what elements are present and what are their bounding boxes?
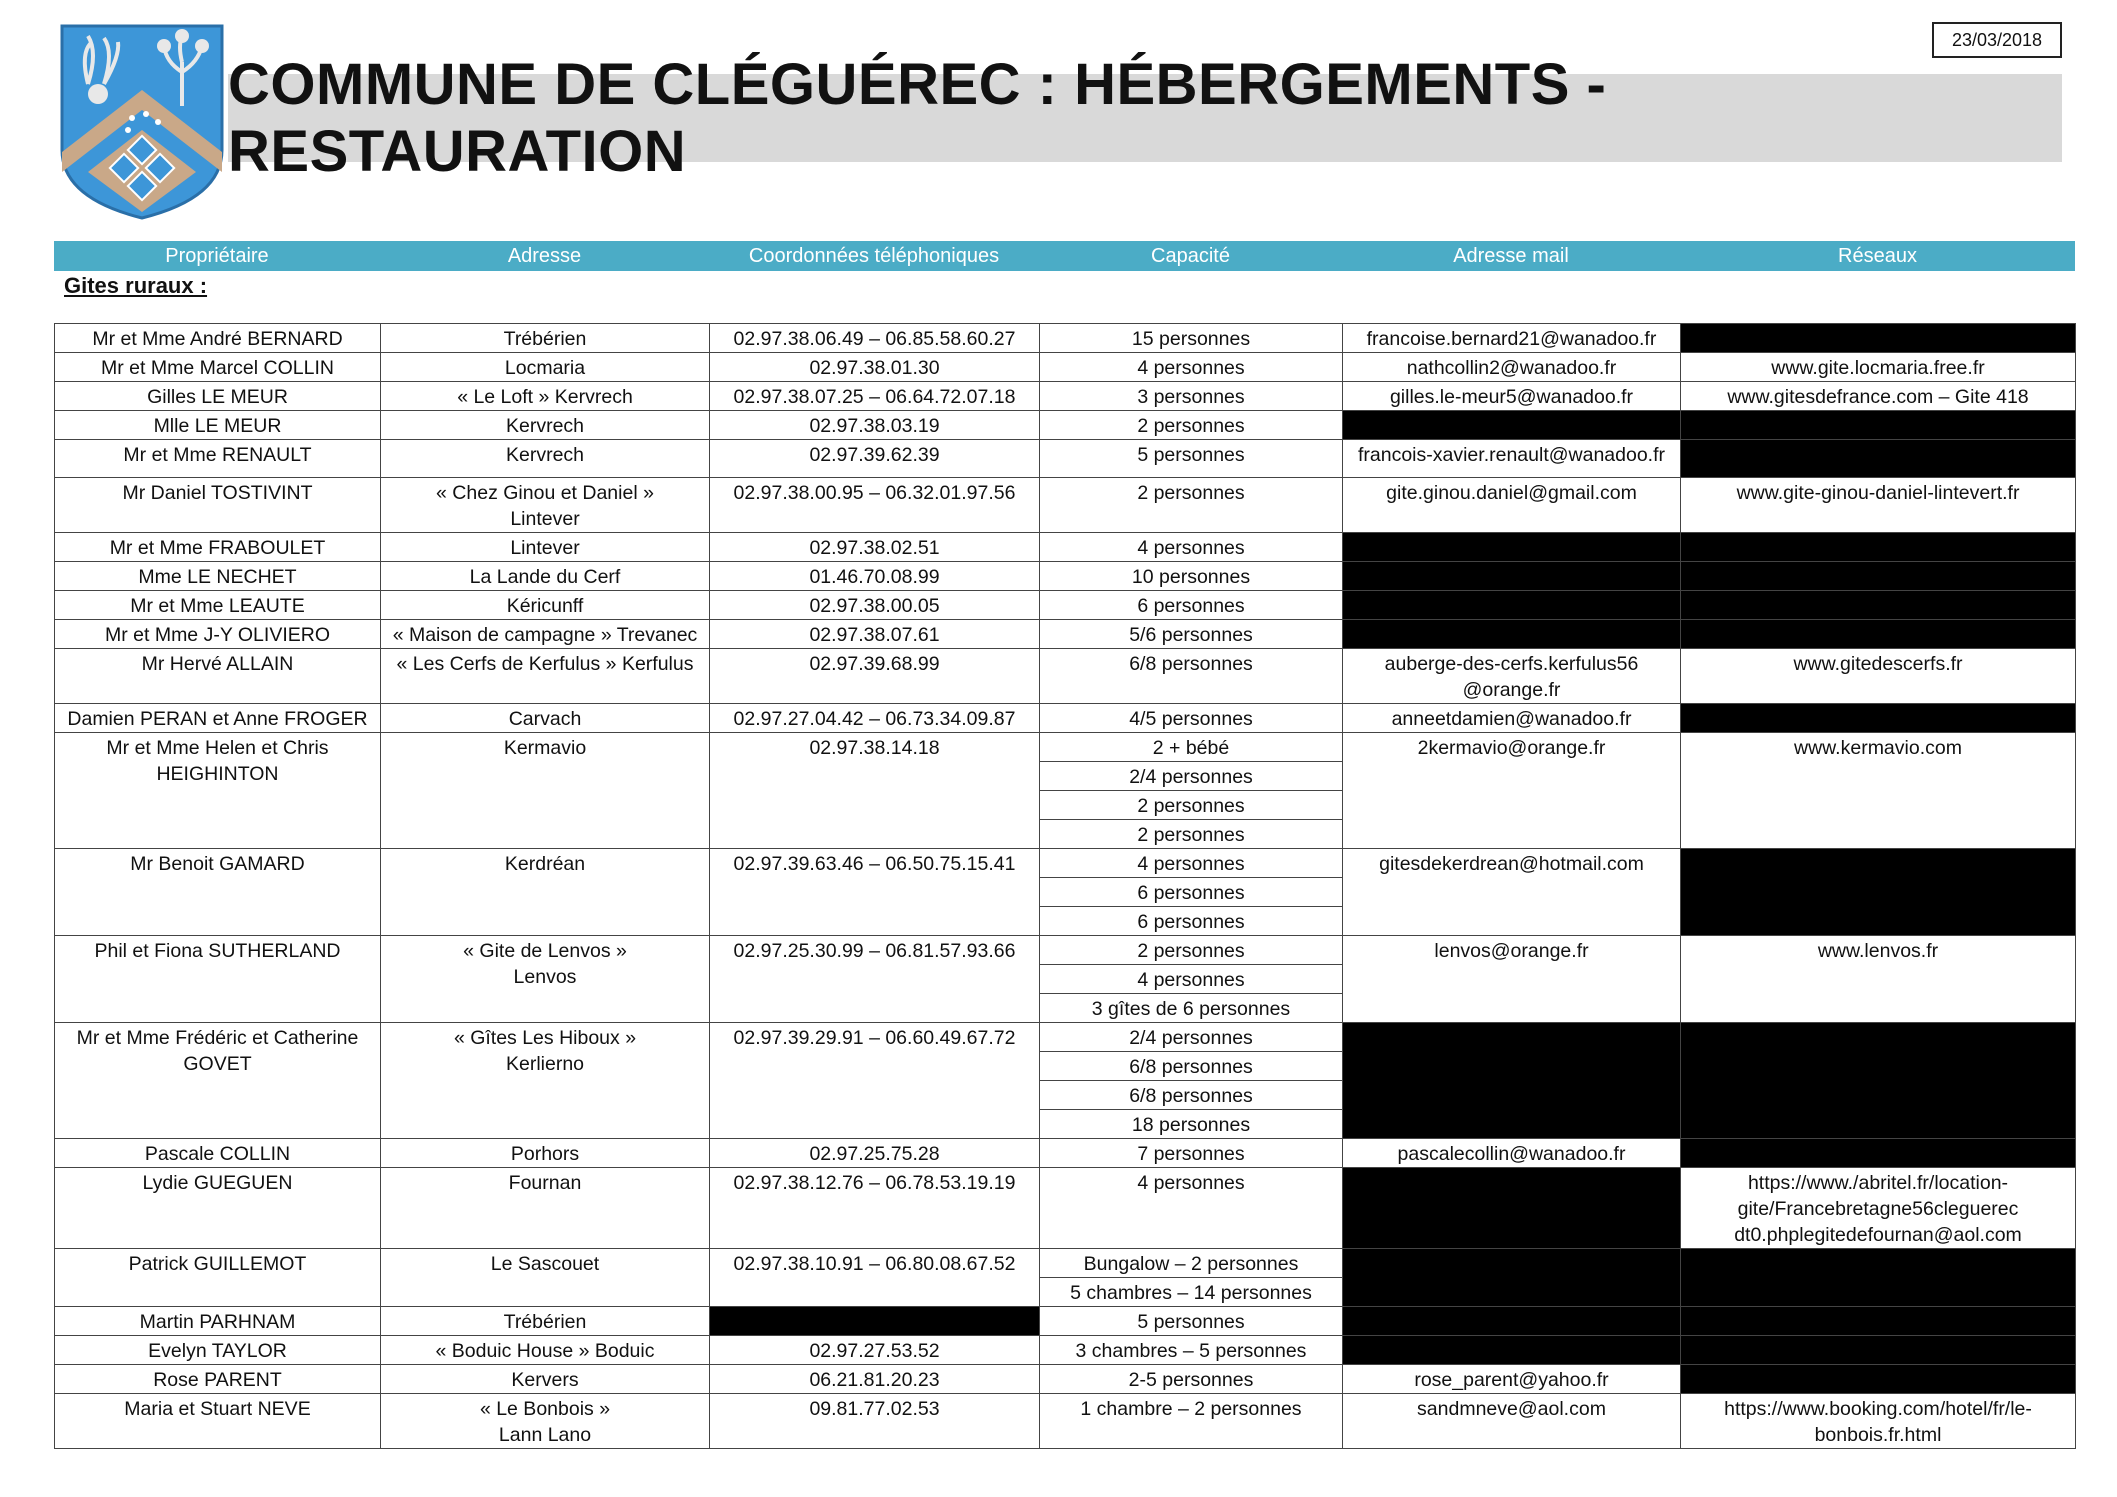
address-cell: Porhors bbox=[381, 1139, 710, 1168]
capacity-cell: 3 gîtes de 6 personnes bbox=[1040, 994, 1343, 1023]
column-header-email: Adresse mail bbox=[1453, 244, 1569, 267]
column-header-capacity: Capacité bbox=[1151, 244, 1230, 267]
address-cell: « Gîtes Les Hiboux » Kerlierno bbox=[381, 1023, 710, 1139]
email-cell[interactable]: auberge-des-cerfs.kerfulus56 @orange.fr bbox=[1343, 649, 1681, 704]
table-row bbox=[55, 1336, 2076, 1365]
website-cell[interactable]: www.gite.locmaria.free.fr bbox=[1681, 353, 2076, 382]
owner-cell: Maria et Stuart NEVE bbox=[55, 1394, 381, 1449]
table-row bbox=[55, 1394, 2076, 1449]
website-cell bbox=[1681, 440, 2076, 478]
address-cell: Carvach bbox=[381, 704, 710, 733]
phone-cell: 09.81.77.02.53 bbox=[710, 1394, 1040, 1449]
phone-cell: 02.97.38.12.76 – 06.78.53.19.19 bbox=[710, 1168, 1040, 1249]
table-row bbox=[55, 1365, 2076, 1394]
phone-cell: 02.97.25.30.99 – 06.81.57.93.66 bbox=[710, 936, 1040, 1023]
phone-cell: 02.97.39.29.91 – 06.60.49.67.72 bbox=[710, 1023, 1040, 1139]
owner-cell: Mr et Mme Marcel COLLIN bbox=[55, 353, 381, 382]
address-cell: Trébérien bbox=[381, 1307, 710, 1336]
phone-cell: 06.21.81.20.23 bbox=[710, 1365, 1040, 1394]
table-row bbox=[55, 382, 2076, 411]
email-cell bbox=[1343, 1168, 1681, 1249]
table-row bbox=[55, 649, 2076, 704]
address-cell: « Gite de Lenvos » Lenvos bbox=[381, 936, 710, 1023]
capacity-cell: 4 personnes bbox=[1040, 965, 1343, 994]
phone-cell: 02.97.39.63.46 – 06.50.75.15.41 bbox=[710, 849, 1040, 936]
capacity-cell: 4 personnes bbox=[1040, 353, 1343, 382]
email-cell bbox=[1343, 411, 1681, 440]
email-cell bbox=[1343, 562, 1681, 591]
capacity-cell: 2 personnes bbox=[1040, 791, 1343, 820]
email-cell[interactable]: 2kermavio@orange.fr bbox=[1343, 733, 1681, 849]
column-header-phone: Coordonnées téléphoniques bbox=[748, 244, 1000, 267]
table-row bbox=[55, 533, 2076, 562]
table-row bbox=[55, 849, 2076, 878]
phone-cell: 02.97.38.03.19 bbox=[710, 411, 1040, 440]
address-cell: Le Sascouet bbox=[381, 1249, 710, 1307]
title-band bbox=[228, 52, 2062, 184]
website-cell bbox=[1681, 591, 2076, 620]
coat-of-arms-icon bbox=[58, 22, 226, 220]
phone-cell: 02.97.39.62.39 bbox=[710, 440, 1040, 478]
website-cell[interactable]: www.lenvos.fr bbox=[1681, 936, 2076, 1023]
phone-cell: 02.97.38.06.49 – 06.85.58.60.27 bbox=[710, 324, 1040, 353]
website-cell[interactable]: www.gitedescerfs.fr bbox=[1681, 649, 2076, 704]
website-cell bbox=[1681, 411, 2076, 440]
table-row bbox=[55, 1307, 2076, 1336]
website-cell[interactable]: https://www.booking.com/hotel/fr/le- bonbois.fr.html bbox=[1681, 1394, 2076, 1449]
email-cell[interactable]: gilles.le-meur5@wanadoo.fr bbox=[1343, 382, 1681, 411]
capacity-cell: 2 + bébé bbox=[1040, 733, 1343, 762]
owner-cell: Mlle LE MEUR bbox=[55, 411, 381, 440]
email-cell bbox=[1343, 591, 1681, 620]
capacity-cell: 18 personnes bbox=[1040, 1110, 1343, 1139]
email-cell bbox=[1343, 1249, 1681, 1307]
phone-cell: 02.97.25.75.28 bbox=[710, 1139, 1040, 1168]
owner-cell: Mr et Mme J-Y OLIVIERO bbox=[55, 620, 381, 649]
column-header-address: Adresse bbox=[507, 244, 582, 267]
address-cell: Trébérien bbox=[381, 324, 710, 353]
capacity-cell: 6/8 personnes bbox=[1040, 1081, 1343, 1110]
address-cell: Kervrech bbox=[381, 411, 710, 440]
capacity-cell: 2 personnes bbox=[1040, 820, 1343, 849]
capacity-cell: 4 personnes bbox=[1040, 849, 1343, 878]
table-row bbox=[55, 1023, 2076, 1052]
phone-cell: 02.97.27.53.52 bbox=[710, 1336, 1040, 1365]
owner-cell: Mr Benoit GAMARD bbox=[55, 849, 381, 936]
email-cell[interactable]: gitesdekerdrean@hotmail.com bbox=[1343, 849, 1681, 936]
table-row bbox=[55, 1168, 2076, 1249]
owner-cell: Mr et Mme LEAUTE bbox=[55, 591, 381, 620]
email-cell[interactable]: gite.ginou.daniel@gmail.com bbox=[1343, 478, 1681, 533]
email-cell[interactable]: pascalecollin@wanadoo.fr bbox=[1343, 1139, 1681, 1168]
address-cell: « Boduic House » Boduic bbox=[381, 1336, 710, 1365]
owner-cell: Mr Daniel TOSTIVINT bbox=[55, 478, 381, 533]
address-cell: Kerdréan bbox=[381, 849, 710, 936]
email-cell[interactable]: francoise.bernard21@wanadoo.fr bbox=[1343, 324, 1681, 353]
website-cell bbox=[1681, 1365, 2076, 1394]
table-row bbox=[55, 733, 2076, 762]
accommodation-table bbox=[54, 323, 2076, 1449]
capacity-cell: 2 personnes bbox=[1040, 936, 1343, 965]
table-row bbox=[55, 353, 2076, 382]
table-row bbox=[55, 591, 2076, 620]
column-header-bar bbox=[54, 241, 2075, 271]
owner-cell: Gilles LE MEUR bbox=[55, 382, 381, 411]
website-cell bbox=[1681, 324, 2076, 353]
address-cell: « Maison de campagne » Trevanec bbox=[381, 620, 710, 649]
email-cell[interactable]: sandmneve@aol.com bbox=[1343, 1394, 1681, 1449]
owner-cell: Lydie GUEGUEN bbox=[55, 1168, 381, 1249]
capacity-cell: 2/4 personnes bbox=[1040, 1023, 1343, 1052]
table-row bbox=[55, 324, 2076, 353]
capacity-cell: 4/5 personnes bbox=[1040, 704, 1343, 733]
website-cell[interactable]: www.gitesdefrance.com – Gite 418 bbox=[1681, 382, 2076, 411]
phone-cell bbox=[710, 1307, 1040, 1336]
document-date: 23/03/2018 bbox=[1932, 22, 2062, 58]
address-cell: Fournan bbox=[381, 1168, 710, 1249]
capacity-cell: 10 personnes bbox=[1040, 562, 1343, 591]
website-cell[interactable]: www.kermavio.com bbox=[1681, 733, 2076, 849]
phone-cell: 02.97.38.14.18 bbox=[710, 733, 1040, 849]
email-cell bbox=[1343, 533, 1681, 562]
capacity-cell: 6 personnes bbox=[1040, 878, 1343, 907]
table-row bbox=[55, 620, 2076, 649]
owner-cell: Mr et Mme RENAULT bbox=[55, 440, 381, 478]
owner-cell: Mme LE NECHET bbox=[55, 562, 381, 591]
phone-cell: 02.97.27.04.42 – 06.73.34.09.87 bbox=[710, 704, 1040, 733]
website-cell bbox=[1681, 1307, 2076, 1336]
address-cell: Kermavio bbox=[381, 733, 710, 849]
website-cell bbox=[1681, 1139, 2076, 1168]
owner-cell: Evelyn TAYLOR bbox=[55, 1336, 381, 1365]
website-cell bbox=[1681, 1023, 2076, 1139]
phone-cell: 02.97.38.10.91 – 06.80.08.67.52 bbox=[710, 1249, 1040, 1307]
owner-cell: Phil et Fiona SUTHERLAND bbox=[55, 936, 381, 1023]
capacity-cell: 5 chambres – 14 personnes bbox=[1040, 1278, 1343, 1307]
address-cell: Kervers bbox=[381, 1365, 710, 1394]
website-cell bbox=[1681, 562, 2076, 591]
phone-cell: 02.97.38.00.95 – 06.32.01.97.56 bbox=[710, 478, 1040, 533]
table-row bbox=[55, 704, 2076, 733]
email-cell bbox=[1343, 1336, 1681, 1365]
owner-cell: Mr Hervé ALLAIN bbox=[55, 649, 381, 704]
email-cell bbox=[1343, 620, 1681, 649]
website-cell bbox=[1681, 533, 2076, 562]
owner-cell: Rose PARENT bbox=[55, 1365, 381, 1394]
owner-cell: Mr et Mme Frédéric et Catherine GOVET bbox=[55, 1023, 381, 1139]
capacity-cell: 2 personnes bbox=[1040, 411, 1343, 440]
website-cell bbox=[1681, 849, 2076, 936]
column-header-owner: Propriétaire bbox=[165, 244, 269, 267]
table-row bbox=[55, 562, 2076, 591]
capacity-cell: 4 personnes bbox=[1040, 1168, 1343, 1249]
email-cell[interactable]: nathcollin2@wanadoo.fr bbox=[1343, 353, 1681, 382]
capacity-cell: 6 personnes bbox=[1040, 907, 1343, 936]
address-cell: Kervrech bbox=[381, 440, 710, 478]
phone-cell: 02.97.38.07.61 bbox=[710, 620, 1040, 649]
website-cell bbox=[1681, 1249, 2076, 1307]
owner-cell: Patrick GUILLEMOT bbox=[55, 1249, 381, 1307]
address-cell: Kéricunff bbox=[381, 591, 710, 620]
owner-cell: Mr et Mme Helen et Chris HEIGHINTON bbox=[55, 733, 381, 849]
owner-cell: Pascale COLLIN bbox=[55, 1139, 381, 1168]
capacity-cell: 15 personnes bbox=[1040, 324, 1343, 353]
section-title: Gites ruraux : bbox=[64, 273, 208, 298]
phone-cell: 02.97.38.02.51 bbox=[710, 533, 1040, 562]
email-cell bbox=[1343, 1023, 1681, 1139]
table-row bbox=[55, 1249, 2076, 1278]
website-cell bbox=[1681, 620, 2076, 649]
website-cell[interactable]: https://www./abritel.fr/location- gite/Francebretagne56cleguerec dt0.phplegitedefournan@aol.com bbox=[1681, 1168, 2076, 1249]
address-cell: « Le Loft » Kervrech bbox=[381, 382, 710, 411]
website-cell[interactable]: www.gite-ginou-daniel-lintevert.fr bbox=[1681, 478, 2076, 533]
owner-cell: Martin PARHNAM bbox=[55, 1307, 381, 1336]
capacity-cell: 6 personnes bbox=[1040, 591, 1343, 620]
capacity-cell: 7 personnes bbox=[1040, 1139, 1343, 1168]
phone-cell: 02.97.38.00.05 bbox=[710, 591, 1040, 620]
capacity-cell: 2/4 personnes bbox=[1040, 762, 1343, 791]
address-cell: Locmaria bbox=[381, 353, 710, 382]
email-cell bbox=[1343, 1307, 1681, 1336]
address-cell: « Les Cerfs de Kerfulus » Kerfulus bbox=[381, 649, 710, 704]
email-cell[interactable]: francois-xavier.renault@wanadoo.fr bbox=[1343, 440, 1681, 478]
address-cell: Lintever bbox=[381, 533, 710, 562]
table-row bbox=[55, 411, 2076, 440]
email-cell[interactable]: anneetdamien@wanadoo.fr bbox=[1343, 704, 1681, 733]
table-row bbox=[55, 478, 2076, 533]
owner-cell: Mr et Mme FRABOULET bbox=[55, 533, 381, 562]
phone-cell: 02.97.39.68.99 bbox=[710, 649, 1040, 704]
page-title: COMMUNE DE CLÉGUÉREC : HÉBERGEMENTS - RESTAURATION bbox=[228, 52, 1607, 184]
address-cell: « Chez Ginou et Daniel » Lintever bbox=[381, 478, 710, 533]
table-row bbox=[55, 1139, 2076, 1168]
capacity-cell: 3 personnes bbox=[1040, 382, 1343, 411]
owner-cell: Mr et Mme André BERNARD bbox=[55, 324, 381, 353]
address-cell: « Le Bonbois » Lann Lano bbox=[381, 1394, 710, 1449]
phone-cell: 02.97.38.07.25 – 06.64.72.07.18 bbox=[710, 382, 1040, 411]
capacity-cell: Bungalow – 2 personnes bbox=[1040, 1249, 1343, 1278]
phone-cell: 02.97.38.01.30 bbox=[710, 353, 1040, 382]
capacity-cell: 4 personnes bbox=[1040, 533, 1343, 562]
table-row bbox=[55, 440, 2076, 478]
email-cell[interactable]: rose_parent@yahoo.fr bbox=[1343, 1365, 1681, 1394]
capacity-cell: 5 personnes bbox=[1040, 1307, 1343, 1336]
website-cell bbox=[1681, 704, 2076, 733]
phone-cell: 01.46.70.08.99 bbox=[710, 562, 1040, 591]
capacity-cell: 6/8 personnes bbox=[1040, 649, 1343, 704]
capacity-cell: 2 personnes bbox=[1040, 478, 1343, 533]
table-row bbox=[55, 936, 2076, 965]
email-cell[interactable]: lenvos@orange.fr bbox=[1343, 936, 1681, 1023]
capacity-cell: 5/6 personnes bbox=[1040, 620, 1343, 649]
capacity-cell: 1 chambre – 2 personnes bbox=[1040, 1394, 1343, 1449]
owner-cell: Damien PERAN et Anne FROGER bbox=[55, 704, 381, 733]
capacity-cell: 6/8 personnes bbox=[1040, 1052, 1343, 1081]
address-cell: La Lande du Cerf bbox=[381, 562, 710, 591]
capacity-cell: 2-5 personnes bbox=[1040, 1365, 1343, 1394]
column-header-networks: Réseaux bbox=[1838, 244, 1917, 267]
website-cell bbox=[1681, 1336, 2076, 1365]
capacity-cell: 3 chambres – 5 personnes bbox=[1040, 1336, 1343, 1365]
capacity-cell: 5 personnes bbox=[1040, 440, 1343, 478]
